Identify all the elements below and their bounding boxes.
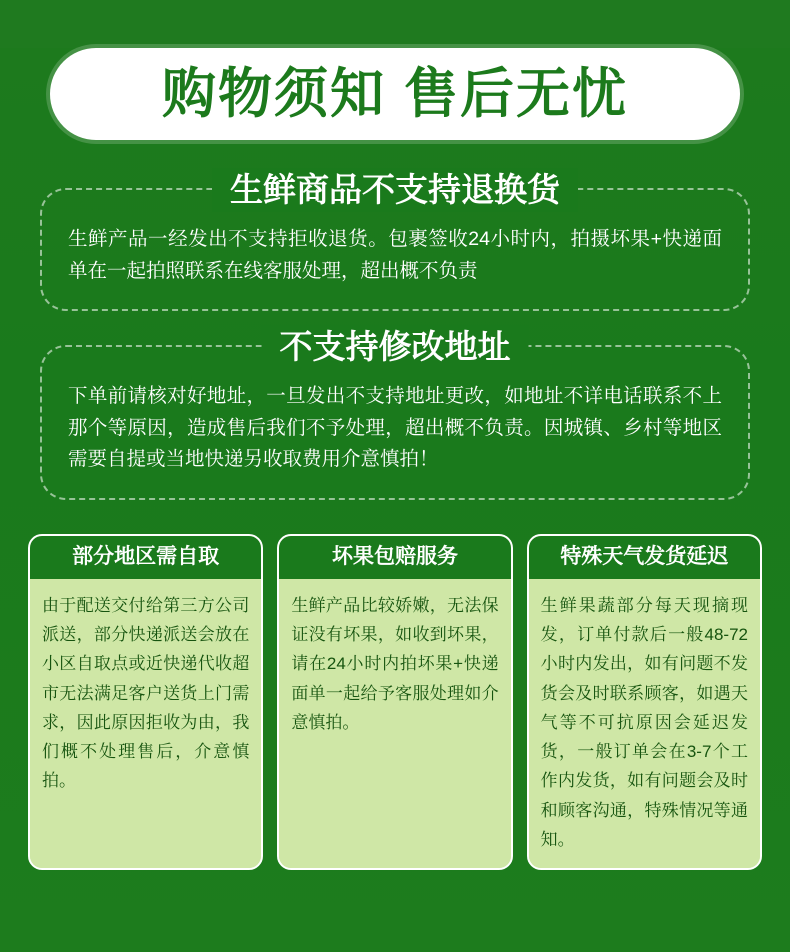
card-weather-delay [527,534,762,870]
page-title-part2: 售后无忧 [404,64,628,124]
card-weather-delay-body: 生鲜果蔬部分每天现摘现发，订单付款后一般48-72小时内发出，如有问题不发货会及时联系顾客，如遇天气等不可抗原因会延迟发货，一般订单会在3-7个工作内发货，如有问题会及时和顾客沟通，特殊情况等通知。 [529,579,760,868]
card-bad-fruit-compensation-title: 坏果包赔服务 [279,536,510,579]
section-no-returns [40,171,750,311]
section-no-address-change-body: 下单前请核对好地址，一旦发出不支持地址更改，如地址不详电话联系不上那个等原因，造成售后我们不予处理，超出概不负责。因城镇、乡村等地区需要自提或当地快递另收取费用介意慎拍！ [68,385,722,471]
card-self-pickup-title: 部分地区需自取 [30,536,261,579]
page-title-part1: 购物须知 [162,64,386,124]
card-self-pickup [28,534,263,870]
page-header-banner [50,48,740,140]
info-card-list [28,534,762,870]
section-no-returns-body: 生鲜产品一经发出不支持拒收退货。包裹签收24小时内，拍摄坏果+快递面单在一起拍照联系在线客服处理，超出概不负责 [68,228,722,282]
page-title [162,64,628,124]
section-no-address-change-title: 不支持修改地址 [262,325,529,369]
card-weather-delay-title: 特殊天气发货延迟 [529,536,760,579]
section-no-returns-title: 生鲜商品不支持退换货 [212,168,578,212]
card-self-pickup-body: 由于配送交付给第三方公司派送，部分快递派送会放在小区自取点或近快递代收超市无法满足客户送货上门需求，因此原因拒收为由，我们概不处理售后，介意慎拍。 [30,579,261,868]
section-no-address-change [40,328,750,500]
card-bad-fruit-compensation-body: 生鲜产品比较娇嫩，无法保证没有坏果，如收到坏果，请在24小时内拍坏果+快递面单一起给予客服处理如介意慎拍。 [279,579,510,868]
card-bad-fruit-compensation [277,534,512,870]
